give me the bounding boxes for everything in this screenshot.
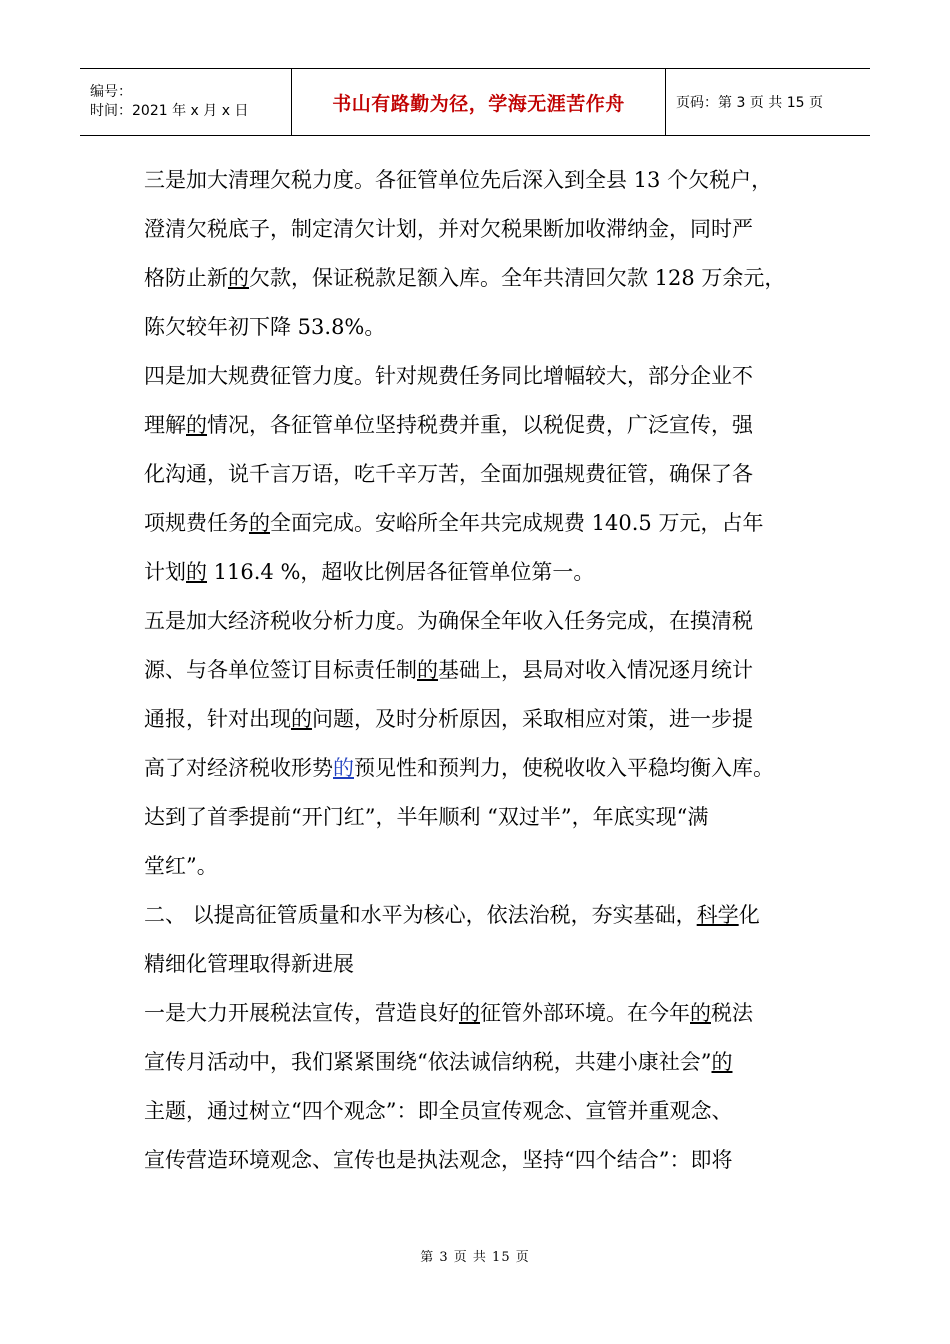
- page-footer: 第 3 页 共 15 页: [420, 1250, 530, 1265]
- body-line: 高了对经济税收形势的预见性和预判力，使税收收入平稳均衡入库。: [144, 756, 774, 780]
- underlined-word: 的: [228, 266, 249, 290]
- body-line: 主题，通过树立“四个观念”：即全员宣传观念、宣管并重观念、: [144, 1099, 733, 1123]
- header-motto: 书山有路勤为径，学海无涯苦作舟: [292, 69, 666, 136]
- underlined-word: 的: [711, 1050, 733, 1074]
- underlined-word: 的: [417, 658, 438, 682]
- body-line: 四是加大规费征管力度。针对规费任务同比增幅较大，部分企业不: [144, 364, 753, 388]
- document-body: [144, 156, 814, 1185]
- body-line: 项规费任务的全面完成。安峪所全年共完成规费 140.5 万元，占年: [144, 511, 764, 535]
- body-line: 理解的情况，各征管单位坚持税费并重，以税促费，广泛宣传，强: [144, 413, 753, 437]
- body-line: 达到了首季提前“开门红”，半年顺利 “双过半”，年底实现“满: [144, 805, 709, 829]
- section-heading-line: 二、 以提高征管质量和水平为核心，依法治税，夯实基础，科学化: [144, 903, 760, 927]
- body-line: 格防止新的欠款，保证税款足额入库。全年共清回欠款 128 万余元，: [144, 266, 786, 290]
- body-line: 五是加大经济税收分析力度。为确保全年收入任务完成，在摸清税: [144, 609, 753, 633]
- body-line: 一是大力开展税法宣传，营造良好的征管外部环境。在今年的税法: [144, 1001, 753, 1025]
- underlined-word: 的: [459, 1001, 480, 1025]
- underlined-word: 的: [690, 1001, 711, 1025]
- body-line: 澄清欠税底子，制定清欠计划，并对欠税果断加收滞纳金，同时严: [144, 217, 753, 241]
- underlined-word: 的: [186, 560, 207, 584]
- document-header: [80, 68, 870, 136]
- header-meta-cell: [80, 69, 292, 136]
- body-line: 堂红”。: [144, 854, 218, 878]
- body-line: 化沟通，说千言万语，吃千辛万苦，全面加强规费征管，确保了各: [144, 462, 753, 486]
- body-line: 陈欠较年初下降 53.8%。: [144, 315, 386, 339]
- underlined-word: 科学: [696, 903, 739, 927]
- underlined-word: 的: [249, 511, 270, 535]
- body-line: 计划的 116.4 %，超收比例居各征管单位第一。: [144, 560, 595, 584]
- body-line: 宣传月活动中，我们紧紧围绕“依法诚信纳税，共建小康社会”的: [144, 1050, 733, 1074]
- underlined-word: 的: [291, 707, 312, 731]
- document-number-label: 编号：: [90, 84, 132, 100]
- body-line: 三是加大清理欠税力度。各征管单位先后深入到全县 13 个欠税户，: [144, 168, 773, 192]
- body-line: 通报，针对出现的问题，及时分析原因，采取相应对策，进一步提: [144, 707, 753, 731]
- document-date-label: 时间：2021 年 x 月 x 日: [90, 103, 249, 119]
- header-page-info: 页码：第 3 页 共 15 页: [666, 69, 871, 136]
- hyperlink-word[interactable]: 的: [333, 756, 354, 780]
- body-line: 宣传营造环境观念、宣传也是执法观念，坚持“四个结合”：即将: [144, 1148, 733, 1172]
- body-line: 源、与各单位签订目标责任制的基础上，县局对收入情况逐月统计: [144, 658, 753, 682]
- underlined-word: 的: [186, 413, 207, 437]
- section-heading-line: 精细化管理取得新进展: [144, 952, 354, 976]
